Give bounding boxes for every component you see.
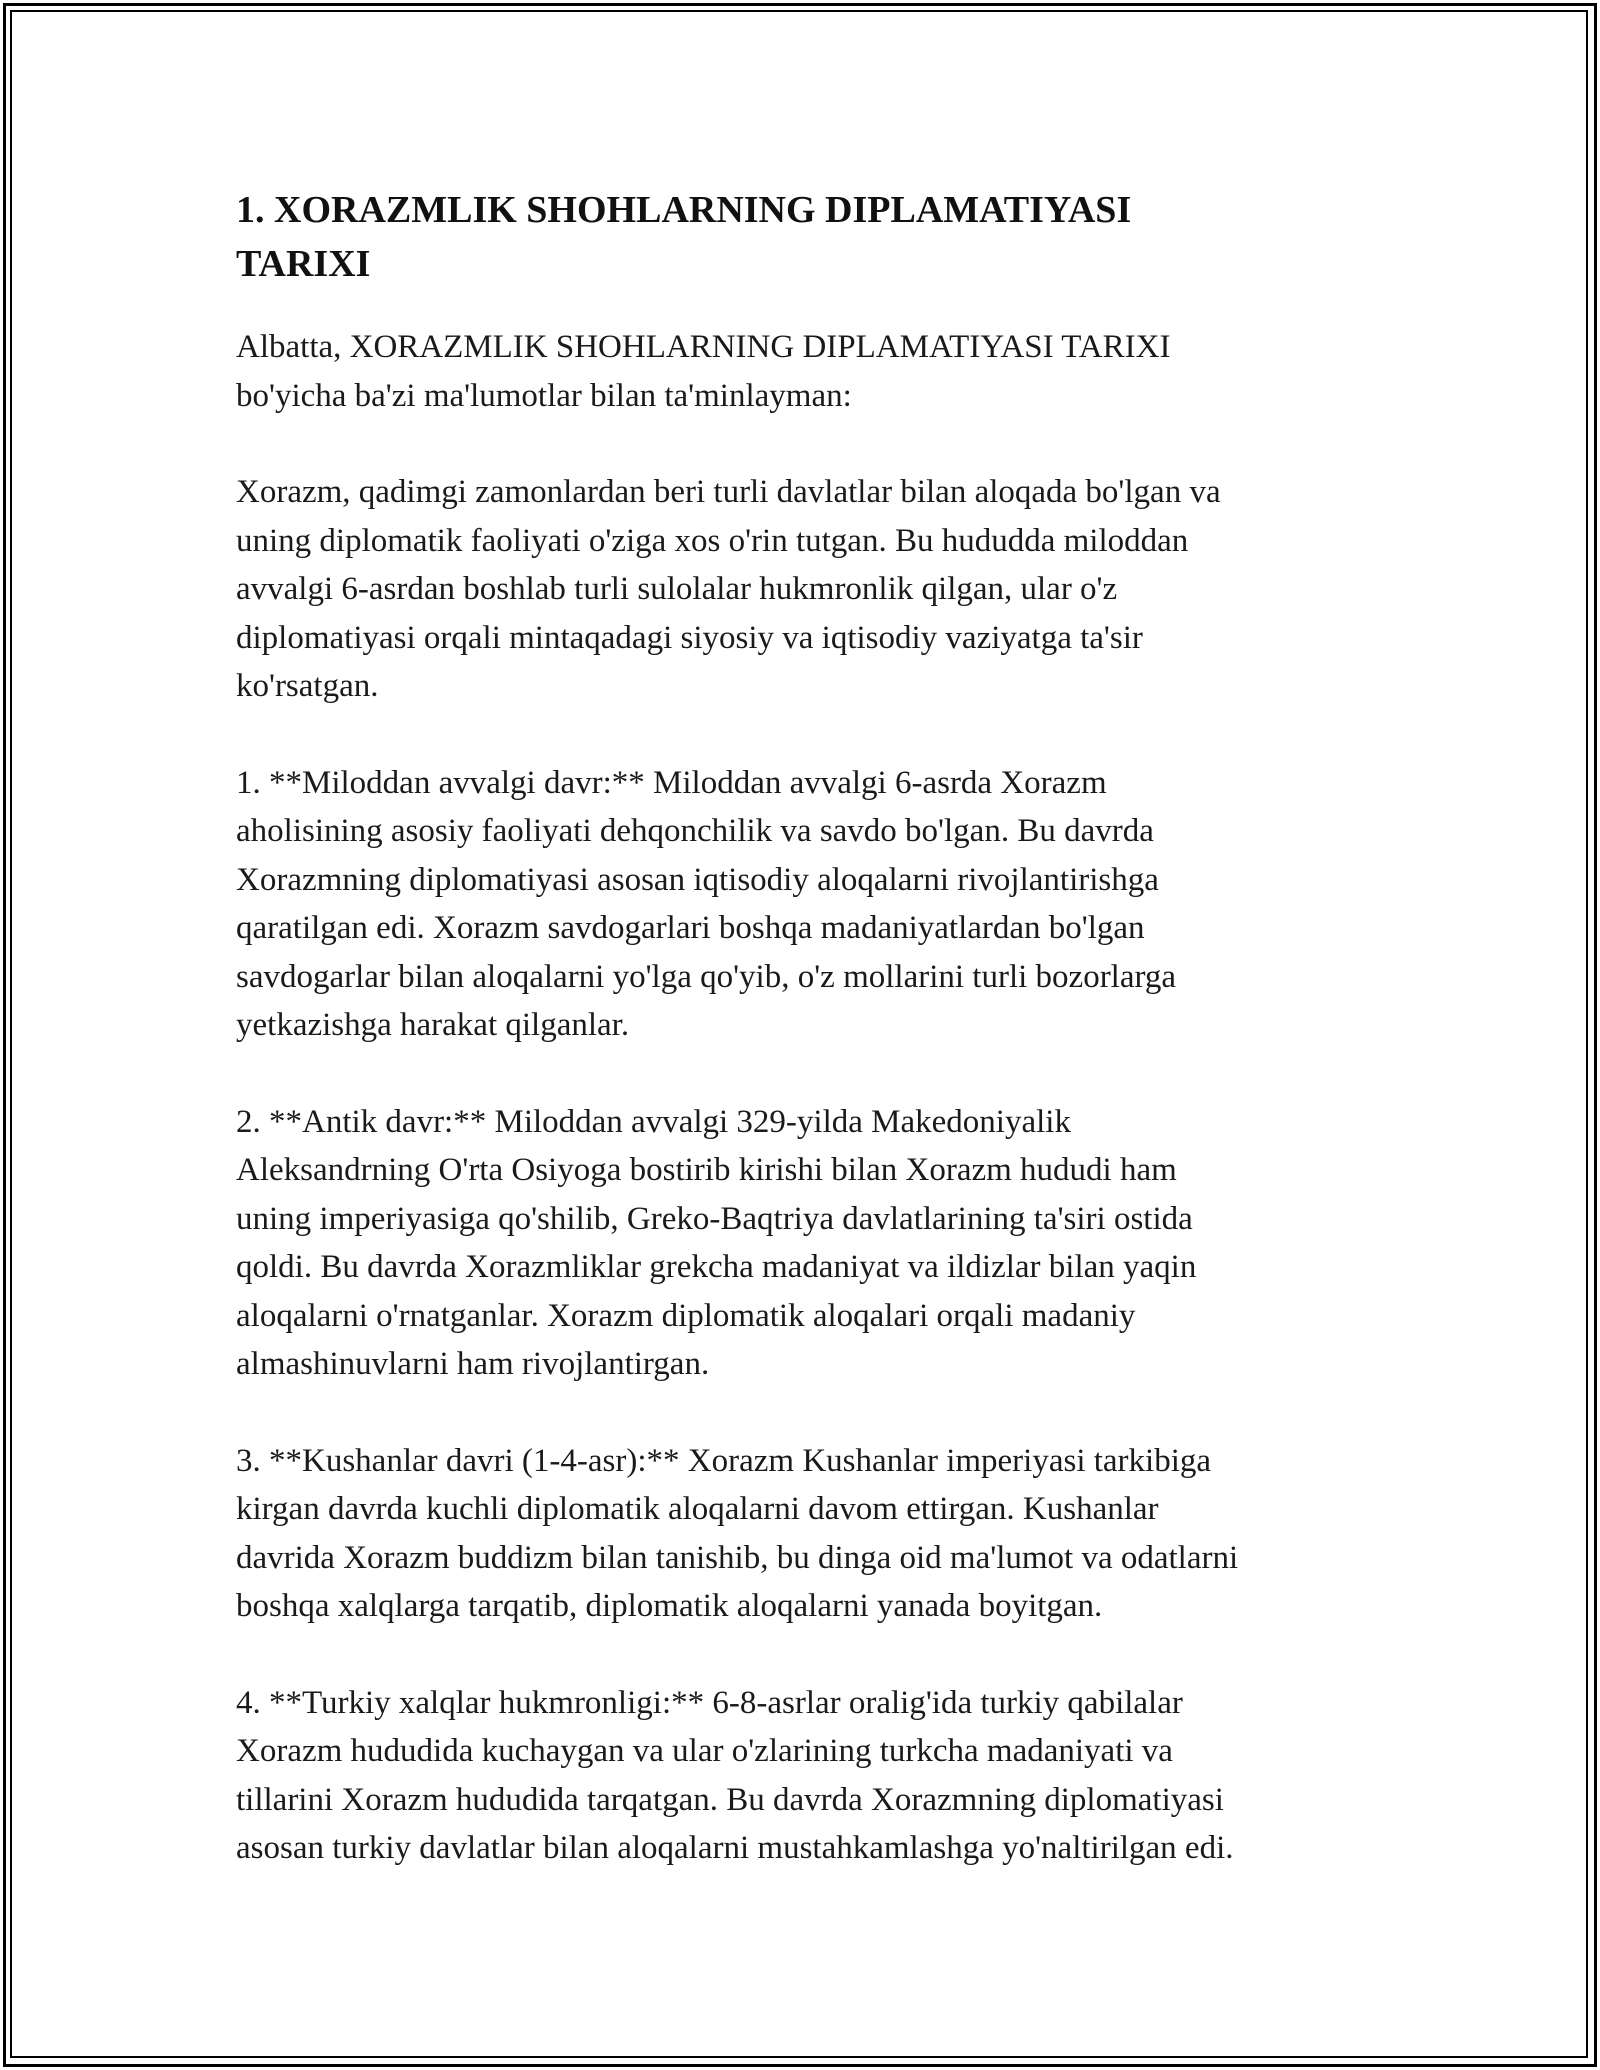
section-4-paragraph: 4. **Turkiy xalqlar hukmronligi:** 6-8-asrlar oralig'ida turkiy qabilalar Xorazm hududida kuchaygan va ular o'zlarining turkcha madaniyati va tillarini Xorazm hududida tarqatgan. Bu davrda Xorazmning diplomatiyasi asosan turkiy davlatlar bilan aloqalarni mustahkamlashga yo'naltirilgan edi.	[236, 1684, 1234, 1866]
section-2-paragraph: 2. **Antik davr:** Miloddan avvalgi 329-yilda Makedoniyalik Aleksandrning O'rta Osiyoga bostirib kirishi bilan Xorazm hududi ham uning imperiyasiga qo'shilib, Greko-Baqtriya davlatlarining ta'siri ostida qoldi. Bu davrda Xorazmliklar grekcha madaniyat va ildizlar bilan yaqin aloqalarni o'rnatganlar. Xorazm diplomatik aloqalari orqali madaniy almashinuvlarni ham rivojlantirgan.	[236, 1103, 1197, 1382]
document-body	[236, 183, 1376, 1873]
section-1-paragraph: 1. **Miloddan avvalgi davr:** Miloddan avvalgi 6-asrda Xorazm aholisining asosiy faoliyati dehqonchilik va savdo bo'lgan. Bu davrda Xorazmning diplomatiyasi asosan iqtisodiy aloqalarni rivojlantirishga qaratilgan edi. Xorazm savdogarlari boshqa madaniyatlardan bo'lgan savdogarlar bilan aloqalarni yo'lga qo'yib, o'z mollarini turli bozorlarga yetkazishga harakat qilganlar.	[236, 764, 1177, 1043]
section-3-paragraph: 3. **Kushanlar davri (1-4-asr):** Xorazm Kushanlar imperiyasi tarkibiga kirgan davrda kuchli diplomatik aloqalarni davom ettirgan. Kushanlar davrida Xorazm buddizm bilan tanishib, bu dinga oid ma'lumot va odatlarni boshqa xalqlarga tarqatib, diplomatik aloqalarni yanada boyitgan.	[236, 1442, 1239, 1624]
intro-paragraph: Albatta, XORAZMLIK SHOHLARNING DIPLAMATIYASI TARIXI bo'yicha ba'zi ma'lumotlar bilan ta'minlayman:	[236, 329, 1171, 414]
overview-paragraph: Xorazm, qadimgi zamonlardan beri turli davlatlar bilan aloqada bo'lgan va uning diplomatik faoliyati o'ziga xos o'rin tutgan. Bu hududda miloddan avvalgi 6-asrdan boshlab turli sulolalar hukmronlik qilgan, ular o'z diplomatiyasi orqali mintaqadagi siyosiy va iqtisodiy vaziyatga ta'sir ko'rsatgan.	[236, 474, 1221, 704]
document-title: 1. XORAZMLIK SHOHLARNING DIPLAMATIYASI TARIXI	[236, 189, 1132, 285]
